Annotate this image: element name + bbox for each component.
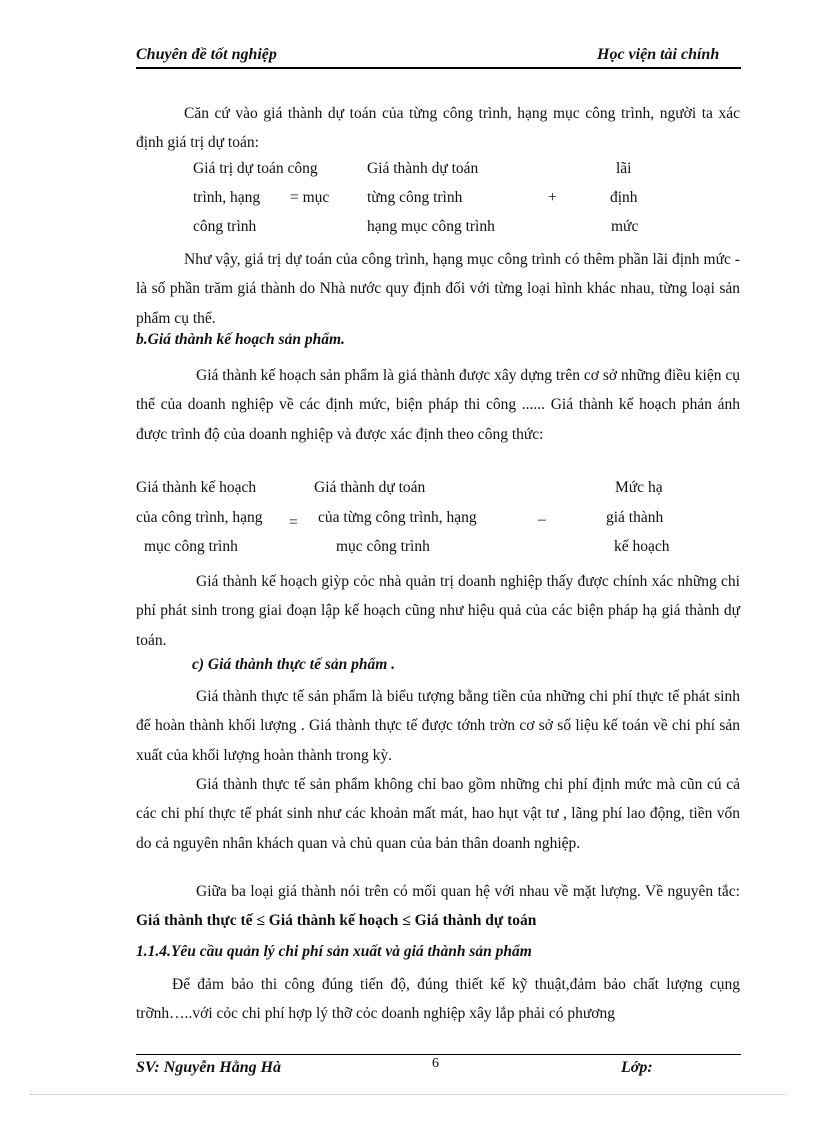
footer-student: SV: Nguyễn Hằng Hà <box>136 1059 282 1076</box>
formula2-minus: – <box>538 511 546 528</box>
formula2-equals: = <box>289 514 298 531</box>
formula1-mid-line2: từng công trình <box>367 189 463 206</box>
formula1-mid-line1: Giá thành dự toán <box>367 160 479 177</box>
formula2-left-line2: của công trình, hạng <box>136 509 263 526</box>
formula1-right-line3: mức <box>611 218 639 235</box>
formula2-left-line1: Giá thành kế hoạch <box>136 479 257 496</box>
formula2-right-line2: giá thành <box>606 509 664 526</box>
formula2-mid-line1: Giá thành dự toán <box>314 479 426 496</box>
header-rule <box>136 67 741 69</box>
formula2-mid-line3: mục công trình <box>336 538 430 555</box>
paragraph: Giữa ba loại giá thành nói trên có mối quan hệ với nhau về mặt lượng. Về nguyên tắc: Giá thành thực tế ≤ Giá thành kế hoạch ≤ Giá thành dự toán <box>136 883 740 930</box>
page-edge-dotted-line <box>30 1094 786 1095</box>
formula1-equals: = mục <box>290 189 330 206</box>
paragraph: Như vậy, giá trị dự toán của công trình, hạng mục công trình có thêm phần lãi định mức - là số phần trăm giá thành do Nhà nước quy định đối với từng loại hình khác nhau, từng loại sản phẩm cụ thể. <box>136 251 740 327</box>
formula2-left-line3: mục công trình <box>144 538 238 555</box>
section-heading-b: b.Giá thành kế hoạch sản phẩm. <box>136 331 345 348</box>
formula2-right-line3: kế hoạch <box>614 538 670 555</box>
paragraph: Để đảm bảo thi công đúng tiến độ, đúng thiết kế kỹ thuật,đảm bảo chất lượng cụng trỡnh…..với cỏc chi phí hợp lý thỡ cỏc doanh nghiệp xây lắp phải có phương <box>136 976 740 1023</box>
formula1-plus: + <box>548 189 557 206</box>
section-heading-c: c) Giá thành thực tế sản phẩm . <box>192 656 396 673</box>
page-number: 6 <box>432 1056 439 1071</box>
formula1-right-line2: định <box>610 189 638 206</box>
paragraph: Giá thành kế hoạch giỳp cỏc nhà quản trị doanh nghiệp thấy được chính xác những chi phí phát sinh trong giai đoạn lập kế hoạch cũng như hiệu quả của các biện pháp hạ giá thành dự toán. <box>136 573 740 649</box>
formula1-mid-line3: hạng mục công trình <box>367 218 495 235</box>
formula1-left-line3: công trình <box>193 218 257 235</box>
formula1-left-line1: Giá trị dự toán công <box>193 160 318 177</box>
paragraph: Giá thành kế hoạch sản phẩm là giá thành được xây dựng trên cơ sở những điều kiện cụ thể của doanh nghiệp về các định mức, biện pháp thi công ...... Giá thành kế hoạch phản ánh được trình độ của doanh nghiệp và được xác định theo công thức: <box>136 367 740 443</box>
header-right: Học viện tài chính <box>597 46 720 63</box>
paragraph: Giá thành thực tế sản phẩm không chỉ bao gồm những chi phí định mức mà cũn cú cả các chi phí thực tế phát sinh như các khoản mất mát, hao hụt vật tư , lãng phí lao động, tiền vốn do cả nguyên nhân khách quan và chủ quan của bản thân doanh nghiệp. <box>136 776 740 852</box>
inequality-rule: Giá thành thực tế ≤ Giá thành kế hoạch ≤ Giá thành dự toán <box>136 912 537 930</box>
section-heading-114: 1.1.4.Yêu cầu quản lý chi phí sản xuất và giá thành sản phẩm <box>136 943 532 960</box>
header-left: Chuyên đề tốt nghiệp <box>136 46 277 63</box>
footer-class: Lớp: <box>621 1059 653 1076</box>
footer-rule <box>136 1054 741 1055</box>
paragraph: Giá thành thực tế sản phẩm là biểu tượng bằng tiền của những chi phí thực tế phát sinh để hoàn thành khối lượng . Giá thành thực tế được tớnh trờn cơ sở số liệu kế toán về chi phí sản xuất của khối lượng hoàn thành trong kỳ. <box>136 688 740 764</box>
formula2-mid-line2: của từng công trình, hạng <box>318 509 477 526</box>
formula1-left-line2: trình, hạng <box>193 189 261 206</box>
formula2-right-line1: Mức hạ <box>615 479 663 496</box>
formula1-right-line1: lãi <box>616 160 632 177</box>
paragraph: Căn cứ vào giá thành dự toán của từng công trình, hạng mục công trình, người ta xác định giá trị dự toán: <box>136 105 740 152</box>
